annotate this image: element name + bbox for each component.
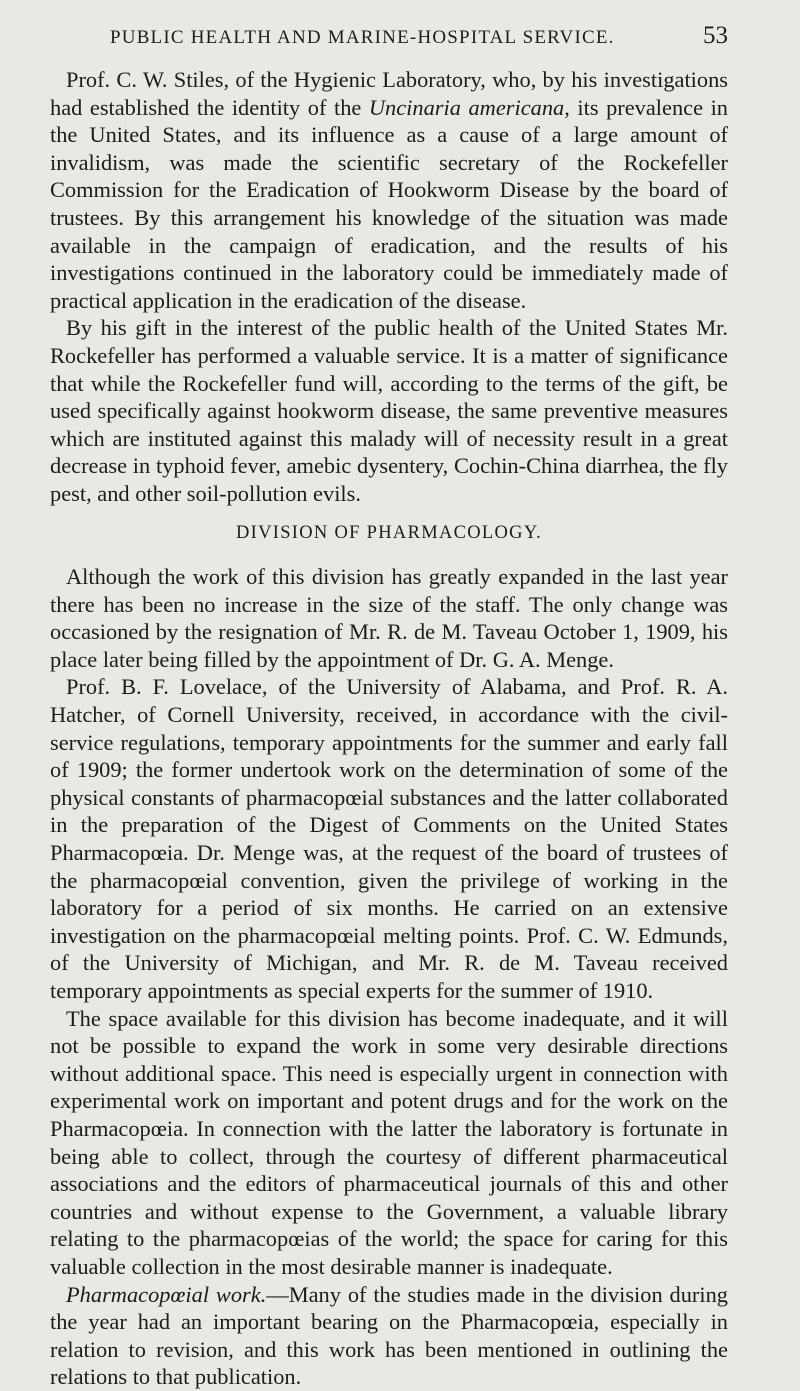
paragraph-text: , its prevalence in the United States, and its influence as a cause of a large amount of invalidism, was made the scientific secretary of the Rockefeller Commission for the Eradication of Hookworm Disease by the board of trustees. By this arrangement his knowledge of the situation was made available in the campaign of eradication, and the results of his investigations continued in the laboratory could be immediately made of practical application in the eradication of the disease. <box>50 94 728 313</box>
body-text <box>50 66 728 1391</box>
page-number: 53 <box>703 22 728 49</box>
paragraph-text: —Many of the studies made in the division during the year had an important bearing on the Pharmacopœia, especially in relation to revision, and this work has been mentioned in outlining the relations to that publication. <box>50 1281 728 1390</box>
section-heading: DIVISION OF PHARMACOLOGY. <box>235 522 543 543</box>
paragraph-space: The space available for this division has become inadequate, and it will not be possible to expand the work in some very desirable directions without additional space. This need is especially urgent in connection with experimental work on important and potent drugs and for the work on the Pharmacopœia. In connection with the latter the laboratory is fortunate in being able to collect, through the courtesy of different pharmaceutical associations and the editors of pharmaceutical journals of this and other countries and without expense to the Government, a valuable library relating to the pharmacopœias of the world; the space for caring for this valuable collection in the most desirable manner is inadequate. <box>50 1005 728 1279</box>
run-in-heading: Pharmacopœial work. <box>66 1281 267 1307</box>
species-name: Uncinaria americana <box>368 94 565 120</box>
paragraph-staff: Although the work of this division has greatly expanded in the last year there has been no increase in the size of the staff. The only change was occasioned by the resignation of Mr. R. de M. Taveau October 1, 1909, his place later being filled by the appointment of Dr. G. A. Menge. <box>50 564 728 672</box>
paragraph-text: Prof. C. W. Stiles, of the Hygienic Laboratory, who, by his investigations had established the identity of the <box>50 67 728 120</box>
running-title: PUBLIC HEALTH AND MARINE-HOSPITAL SERVICE. <box>110 27 615 48</box>
paragraph-appointments: Prof. B. F. Lovelace, of the University of Alabama, and Prof. R. A. Hatcher, of Cornell University, received, in accordance with the civil-service regulations, temporary appointments for the summer and early fall of 1909; the former undertook work on the determination of some of the physical constants of pharmacopœial substances and the latter collaborated in the preparation of the Digest of Comments on the United States Pharmacopœia. Dr. Menge was, at the request of the board of trustees of the pharmacopœial convention, given the privilege of working in the laboratory for a period of six months. He carried on an extensive investigation on the pharmacopœial melting points. Prof. C. W. Edmunds, of the University of Michigan, and Mr. R. de M. Taveau received temporary appointments as special experts for the summer of 1910. <box>50 674 728 1003</box>
paragraph-rockefeller-gift: By his gift in the interest of the public health of the United States Mr. Rockefeller has performed a valuable service. It is a matter of significance that while the Rockefeller fund will, according to the terms of the gift, be used specifically against hookworm disease, the same preventive measures which are instituted against this malady will of necessity result in a great decrease in typhoid fever, amebic dysentery, Cochin-China diarrhea, the fly pest, and other soil-pollution evils. <box>50 315 728 506</box>
running-header <box>50 22 728 62</box>
paragraph-pharmacopoeial-work <box>50 1281 728 1391</box>
paragraph-stiles <box>50 66 728 314</box>
